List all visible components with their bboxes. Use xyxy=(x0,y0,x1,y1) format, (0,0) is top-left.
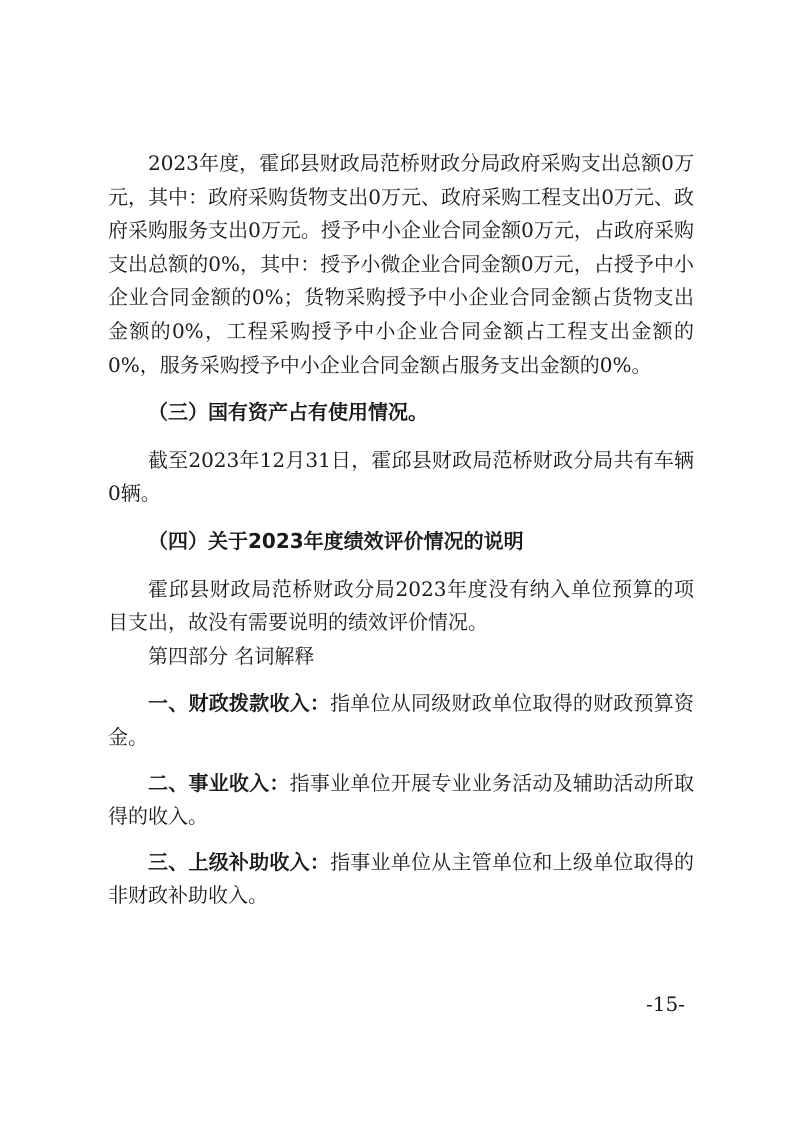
term-definition: 指单位从同级财政单位取得的财政预算资金。 xyxy=(108,691,695,749)
term-label: 一、财政拨款收入： xyxy=(148,691,331,716)
term-definition-item xyxy=(108,767,694,834)
page-content xyxy=(108,147,694,913)
performance-paragraph: 霍邱县财政局范桥财政分局2023年度没有纳入单位预算的项目支出，故没有需要说明的绩效评价情况。 xyxy=(108,576,694,635)
section-heading-performance: （四）关于2023年度绩效评价情况的说明 xyxy=(148,528,524,553)
procurement-paragraph: 2023年度，霍邱县财政局范桥财政分局政府采购支出总额0万元，其中：政府采购货物支出0万元、政府采购工程支出0万元、政府采购服务支出0万元。授予中小企业合同金额0万元，占政府采购支出总额的0%，其中：授予小微企业合同金额0万元，占授予中小企业合同金额的0%；货物采购授予中小企业合同金额占货物支出金额的0%，工程采购授予中小企业合同金额占工程支出金额的0%，服务采购授予中小企业合同金额占服务支出金额的0%。 xyxy=(108,151,694,377)
part-four-title: 第四部分 名词解释 xyxy=(148,643,315,668)
assets-paragraph: 截至2023年12月31日，霍邱县财政局范桥财政分局共有车辆0辆。 xyxy=(108,447,694,506)
term-definition: 指事业单位开展专业业务活动及辅助活动所取得的收入。 xyxy=(108,770,695,829)
term-definition-item xyxy=(108,846,694,913)
term-label: 二、事业收入： xyxy=(148,770,290,795)
term-definition-item xyxy=(108,687,694,754)
term-label: 三、上级补助收入： xyxy=(148,849,331,874)
page-number: -15- xyxy=(646,992,685,1016)
term-definition: 指事业单位从主管单位和上级单位取得的非财政补助收入。 xyxy=(108,849,695,908)
section-heading-state-assets: （三）国有资产占有使用情况。 xyxy=(148,400,428,425)
